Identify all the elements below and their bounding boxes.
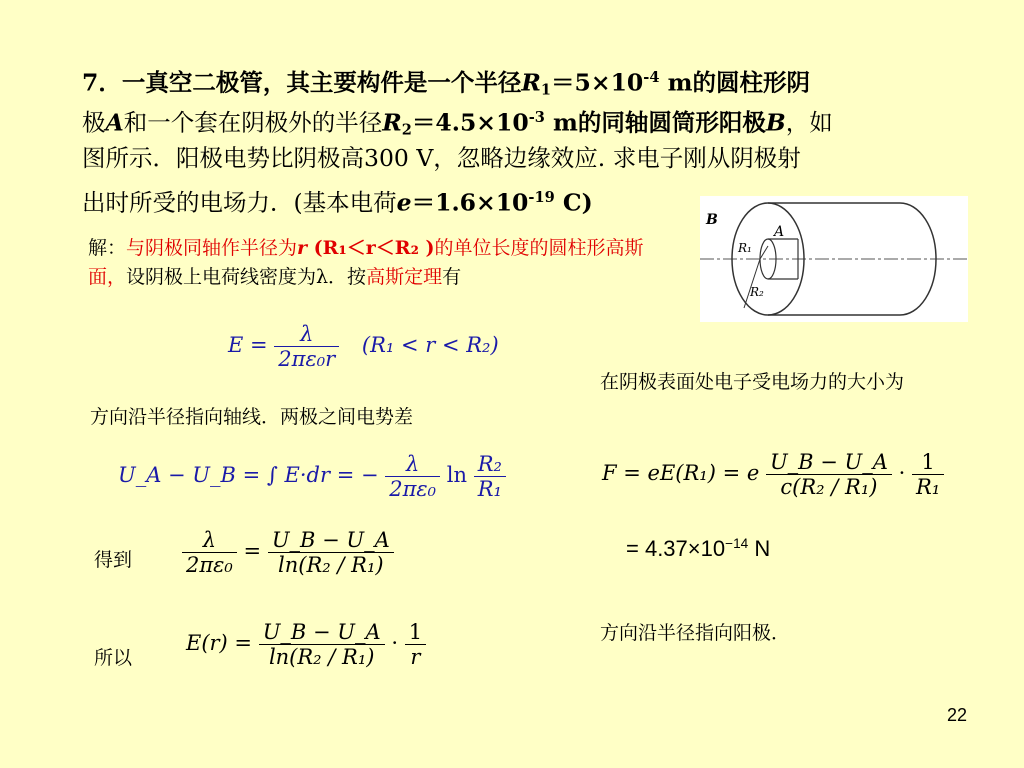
coaxial-cylinder-figure [700, 196, 968, 322]
label-R1: R₁ [738, 241, 752, 255]
page-number: 22 [946, 705, 967, 725]
label-R2: R₂ [750, 285, 764, 299]
direction-axis-text: 方向沿半径指向轴线．两极之间电势差 [90, 406, 414, 428]
problem-line-2: 极A和一个套在阴极外的半径$R_2=4.5\times 10^{-3}$ m的同轴圆筒形阳极B，如 [82, 108, 833, 139]
problem-line-1: 7．一真空二极管，其主要构件是一个半径$R_1=5\times 10^{-4}$ m的圆柱形阴 [82, 68, 811, 99]
equation-force: F = eE(R₁) = e $\frac{U\_B - U\_A}{\text{c(R₂ / R₁)}}$ · $\frac{1}{\text{R₁}}$ [602, 450, 944, 499]
label-A: A [774, 224, 785, 240]
label-suoyi: 所以 [94, 647, 133, 669]
problem-statement [82, 58, 962, 218]
equation-E: E = $\frac{\lambda}{\text{2πε₀r}}$ (R₁ < r < R₂) [228, 322, 499, 371]
equation-potential-difference: U_A − U_B = ∫ E·dr = − $\frac{\lambda}{\text{2πε₀}}$ ln $\frac{\text{R₂}}{\text{R₁}}$ [118, 452, 506, 501]
solution-intro: 解：与阴极同轴作半径为r (R₁＜r＜R₂ )的单位长度的圆柱形高斯面，设阴极上电荷线密度为λ．按高斯定理有 [88, 237, 644, 288]
right-description: 在阴极表面处电子受电场力的大小为 [600, 371, 905, 393]
equation-E-r: E(r) = $\frac{U\_B - U\_A}{\text{ln(R₂ / R₁)}}$ · $\frac{1}{r}$ [186, 620, 426, 669]
label-dedao: 得到 [94, 549, 133, 571]
problem-line-4: 出时所受的电场力．(基本电荷$e=1.6\times 10^{-19}$ C) [82, 188, 593, 217]
result-value: = $4.37\times 10^{-14}$ N [626, 536, 771, 562]
problem-line-3: 图所示．阳极电势比阴极高300 V，忽略边缘效应. 求电子刚从阴极射 [82, 144, 801, 172]
cylinder-diagram [700, 196, 968, 322]
equation-lambda: $\frac{\lambda}{\text{2πε₀}}$ = $\frac{U\_B - U\_A}{\text{ln(R₂ / R₁)}}$ [182, 528, 394, 577]
direction-anode-text: 方向沿半径指向阳极． [600, 622, 791, 644]
label-B: B [706, 212, 718, 228]
